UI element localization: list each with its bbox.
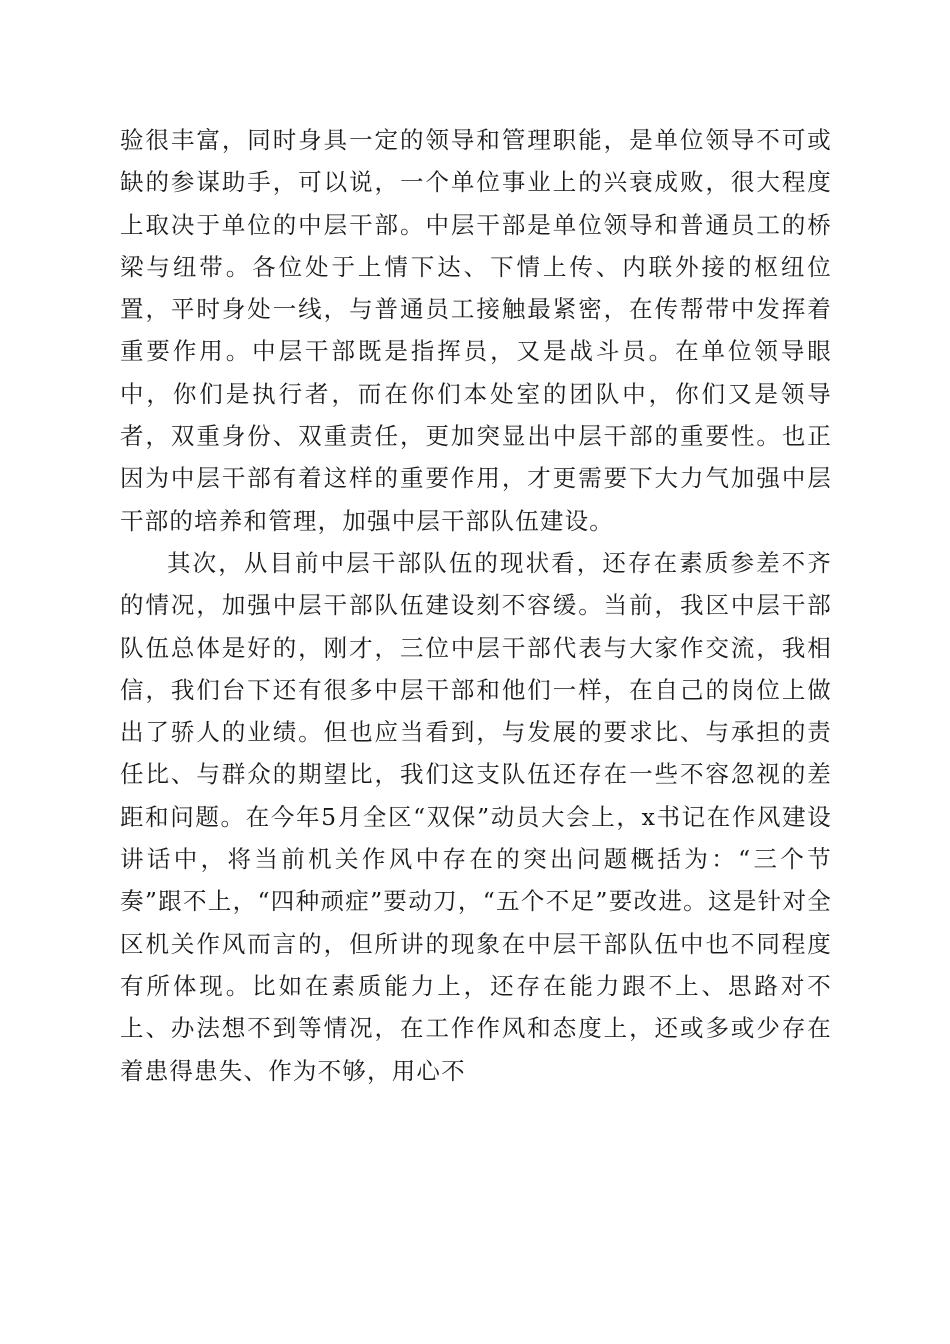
paragraph-secondly: 其次，从目前中层干部队伍的现状看，还存在素质参差不齐的情况，加强中层干部队伍建设刻不容缓。当前，我区中层干部队伍总体是好的，刚才，三位中层干部代表与大家作交流，我相信，我们台下还有很多中层干部和他们一样，在自己的岗位上做出了骄人的业绩。但也应当看到，与发展的要求比、与承担的责任比、与群众的期望比，我们这支队伍还存在一些不容忽视的差距和问题。在今年5月全区“双保”动员大会上，x书记在作风建设讲话中，将当前机关作风中存在的突出问题概括为：“三个节奏”跟不上，“四种顽症”要动刀，“五个不足”要改进。这是针对全区机关作风而言的，但所讲的现象在中层干部队伍中也不同程度有所体现。比如在素质能力上，还存在能力跟不上、思路对不上、办法想不到等情况，在工作作风和态度上，还或多或少存在着患得患失、作为不够，用心不 [120,548,832,1085]
paragraph-continuation: 验很丰富，同时身具一定的领导和管理职能，是单位领导不可或缺的参谋助手，可以说，一个单位事业上的兴衰成败，很大程度上取决于单位的中层干部。中层干部是单位领导和普通员工的桥梁与纽带。各位处于上情下达、下情上传、内联外接的枢纽位置，平时身处一线，与普通员工接触最紧密，在传帮带中发挥着重要作用。中层干部既是指挥员，又是战斗员。在单位领导眼中，你们是执行者，而在你们本处室的团队中，你们又是领导者，双重身份、双重责任，更加突显出中层干部的重要性。也正因为中层干部有着这样的重要作用，才更需要下大力气加强中层干部的培养和管理，加强中层干部队伍建设。 [120,126,832,535]
document-body [120,119,832,1092]
